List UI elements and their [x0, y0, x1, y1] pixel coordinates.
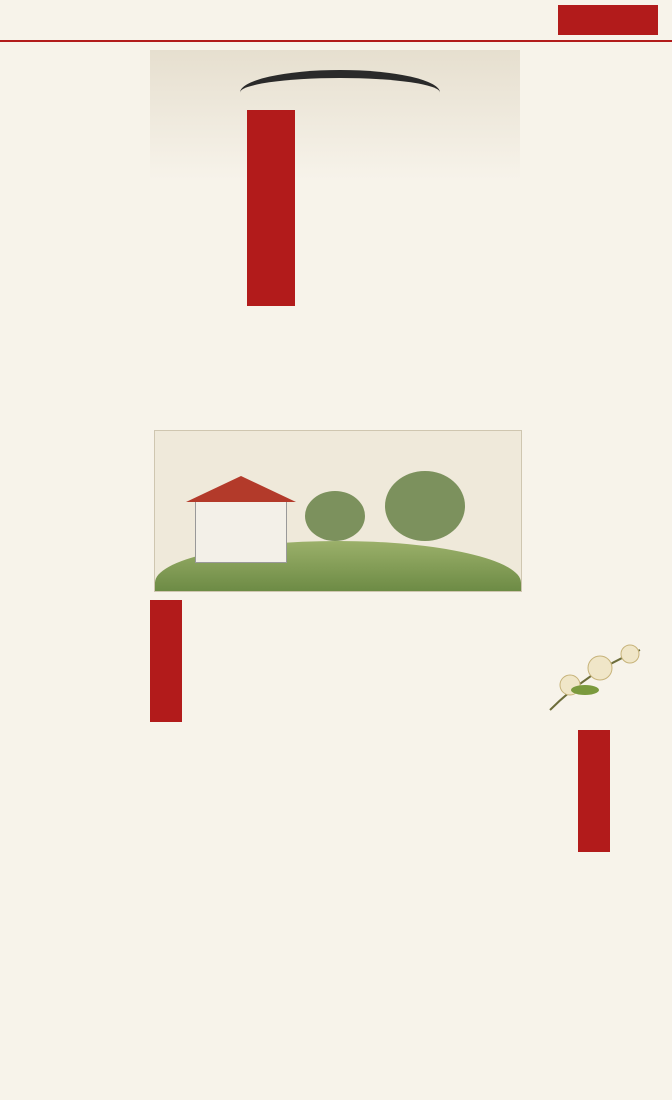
page-header [0, 0, 672, 42]
house-icon [195, 501, 287, 563]
poem-column [528, 50, 666, 610]
masthead-logo [558, 5, 658, 35]
smile-article-title [6, 430, 40, 610]
landscape-painting [154, 430, 522, 592]
left-column-text [6, 50, 146, 420]
flower-icon [530, 630, 660, 720]
painting-article-title [150, 600, 182, 722]
wish-article-title [578, 730, 610, 852]
hero-illustration [150, 50, 520, 180]
main-article-title [247, 110, 295, 306]
smile-article-text [44, 430, 148, 1030]
wish-article-text [528, 850, 666, 1090]
tree-icon [385, 471, 465, 541]
tree-icon [305, 491, 365, 541]
mountain-article-text [154, 730, 520, 1090]
